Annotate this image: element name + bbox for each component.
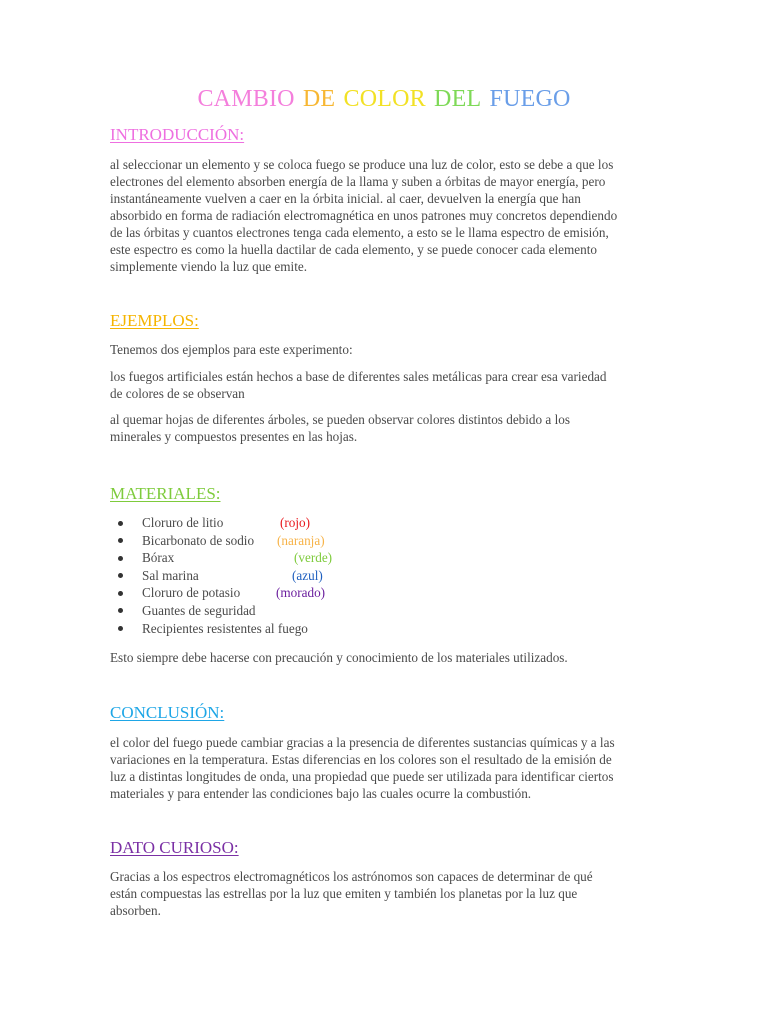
document-title — [0, 86, 768, 113]
material-color-label: (verde) — [294, 550, 333, 566]
bullet-icon — [118, 538, 123, 543]
material-name: Cloruro de potasio — [142, 585, 241, 601]
bullet-icon — [118, 591, 123, 596]
text-line: materiales y para entender las condiciones bajo las cuales ocurre la combustión. — [110, 786, 532, 801]
text-line: absorben. — [110, 903, 161, 918]
bullet-icon — [118, 521, 123, 526]
bullet-icon — [118, 626, 123, 631]
text-line: están compuestas las estrellas por la luz que emiten y también los planetas por la luz que — [110, 886, 578, 901]
bullet-icon — [118, 556, 123, 561]
material-color-label: (rojo) — [280, 515, 311, 530]
text-line: electrones del elemento absorben energía de la llama y suben a órbitas de mayor energía, pero — [110, 174, 606, 189]
heading-conclusion: CONCLUSIÓN: — [110, 703, 225, 722]
material-name: Sal marina — [142, 567, 199, 583]
material-color-label: (morado) — [276, 585, 326, 601]
text-line: minerales y compuestos presentes en las hojas. — [110, 429, 358, 444]
bullet-icon — [118, 608, 123, 613]
text-line: absorbido en forma de radiación electromagnética en unos patrones muy concretos dependiendo — [110, 208, 618, 223]
material-name: Recipientes resistentes al fuego — [142, 620, 308, 636]
bullet-icon — [118, 573, 123, 578]
text-line: al seleccionar un elemento y se coloca fuego se produce una luz de color, esto se debe a que los — [110, 157, 614, 172]
text-line: Gracias a los espectros electromagnéticos los astrónomos son capaces de determinar de qué — [110, 869, 593, 884]
paragraph-materiales-note: Esto siempre debe hacerse con precaución y conocimiento de los materiales utilizados. — [110, 650, 568, 665]
text-line: luz a distintas longitudes de onda, una propiedad que puede ser utilizada para identificar ciertos — [110, 769, 614, 784]
paragraph-ejemplos-intro: Tenemos dos ejemplos para este experimento: — [110, 342, 353, 357]
text-line: de las órbitas y cuantos electrones tenga cada elemento, a esto se le llama espectro de emisión, — [110, 225, 609, 240]
title-word: FUEGO — [489, 86, 571, 112]
text-line: de colores de se observan — [110, 386, 245, 401]
material-name: Cloruro de litio — [142, 515, 224, 530]
text-line: el color del fuego puede cambiar gracias a la presencia de diferentes sustancias químicas y a las — [110, 735, 615, 750]
text-line: al quemar hojas de diferentes árboles, se pueden observar colores distintos debido a los — [110, 412, 570, 427]
material-name: Bicarbonato de sodio — [142, 532, 255, 548]
heading-materiales: MATERIALES: — [110, 484, 221, 503]
text-line: simplemente viendo la luz que emite. — [110, 259, 308, 274]
title-word: DE — [302, 86, 336, 112]
text-line: los fuegos artificiales están hechos a base de diferentes sales metálicas para crear esa variedad — [110, 369, 607, 384]
title-word: DEL — [434, 86, 482, 112]
text-line: variaciones en la temperatura. Estas diferencias en los colores son el resultado de la emisión de — [110, 752, 612, 767]
heading-dato-curioso: DATO CURIOSO: — [110, 838, 239, 857]
paragraph-ejemplo-2 — [110, 411, 658, 445]
heading-introduccion: INTRODUCCIÓN: — [110, 125, 245, 144]
material-name: Guantes de seguridad — [142, 602, 256, 618]
material-color-label: (naranja) — [277, 532, 325, 548]
paragraph-dato-curioso — [110, 868, 658, 919]
paragraph-ejemplo-1 — [110, 368, 658, 402]
paragraph-conclusion — [110, 734, 658, 802]
paragraph-introduccion — [110, 156, 658, 275]
text-line: instantáneamente vuelven a caer en la órbita inicial. al caer, devuelven la energía que han — [110, 191, 581, 206]
title-word: CAMBIO — [197, 86, 295, 112]
text-line: este espectro es como la huella dactilar de cada elemento, y se puede conocer cada elemento — [110, 242, 597, 257]
title-word: COLOR — [343, 86, 426, 112]
material-name: Bórax — [142, 550, 175, 566]
heading-ejemplos: EJEMPLOS: — [110, 311, 199, 330]
material-color-label: (azul) — [292, 567, 323, 583]
